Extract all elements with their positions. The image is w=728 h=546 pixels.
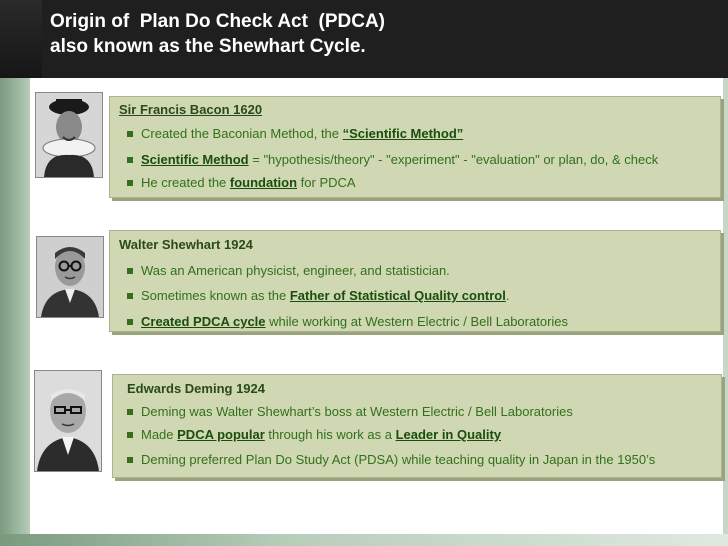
bullet-marker [127, 319, 133, 325]
bullet-marker [127, 268, 133, 274]
title-bar [0, 0, 728, 78]
bullet-marker [127, 457, 133, 463]
section-deming-box [112, 374, 722, 478]
left-decorative-strip [0, 78, 30, 546]
section-deming-heading: Edwards Deming 1924 [127, 381, 265, 396]
walter-shewhart-portrait [36, 236, 104, 318]
bullet-marker [127, 157, 133, 163]
section-shewhart-box [109, 230, 721, 332]
section-bacon-box [109, 96, 721, 198]
edwards-deming-portrait-image [35, 371, 101, 471]
walter-shewhart-portrait-image [37, 237, 103, 317]
bullet-marker [127, 293, 133, 299]
bacon-bullet-1: Created the Baconian Method, the “Scientific Method” [127, 126, 463, 141]
deming-bullet-2: Made PDCA popular through his work as a Leader in Quality [127, 427, 501, 442]
bacon-bullet-2: Scientific Method = "hypothesis/theory" - "experiment" - "evaluation" or plan, do, & check [127, 152, 658, 167]
shewhart-bullet-1: Was an American physicist, engineer, and statistician. [127, 263, 450, 278]
slide-title-line-2: also known as the Shewhart Cycle. [50, 36, 366, 57]
francis-bacon-portrait [35, 92, 103, 178]
bullet-marker [127, 409, 133, 415]
shewhart-bullet-2: Sometimes known as the Father of Statistical Quality control. [127, 288, 509, 303]
section-bacon-heading: Sir Francis Bacon 1620 [119, 102, 263, 117]
bullet-marker [127, 432, 133, 438]
bullet-marker [127, 131, 133, 137]
bacon-bullet-3: He created the foundation for PDCA [127, 175, 356, 190]
edwards-deming-portrait [34, 370, 102, 472]
francis-bacon-portrait-image [36, 93, 102, 177]
shewhart-bullet-3: Created PDCA cycle while working at Western Electric / Bell Laboratories [127, 314, 568, 329]
title-bar-accent [0, 0, 42, 78]
deming-bullet-3: Deming preferred Plan Do Study Act (PDSA) while teaching quality in Japan in the 1950’s [127, 452, 655, 467]
deming-bullet-1: Deming was Walter Shewhart’s boss at Western Electric / Bell Laboratories [127, 404, 573, 419]
right-decorative-strip [723, 78, 728, 546]
slide-title-line-1: Origin of Plan Do Check Act (PDCA) [50, 11, 385, 32]
section-shewhart-heading: Walter Shewhart 1924 [119, 237, 253, 252]
bullet-marker [127, 180, 133, 186]
slide-title [50, 9, 385, 59]
bottom-decorative-strip [0, 534, 728, 546]
